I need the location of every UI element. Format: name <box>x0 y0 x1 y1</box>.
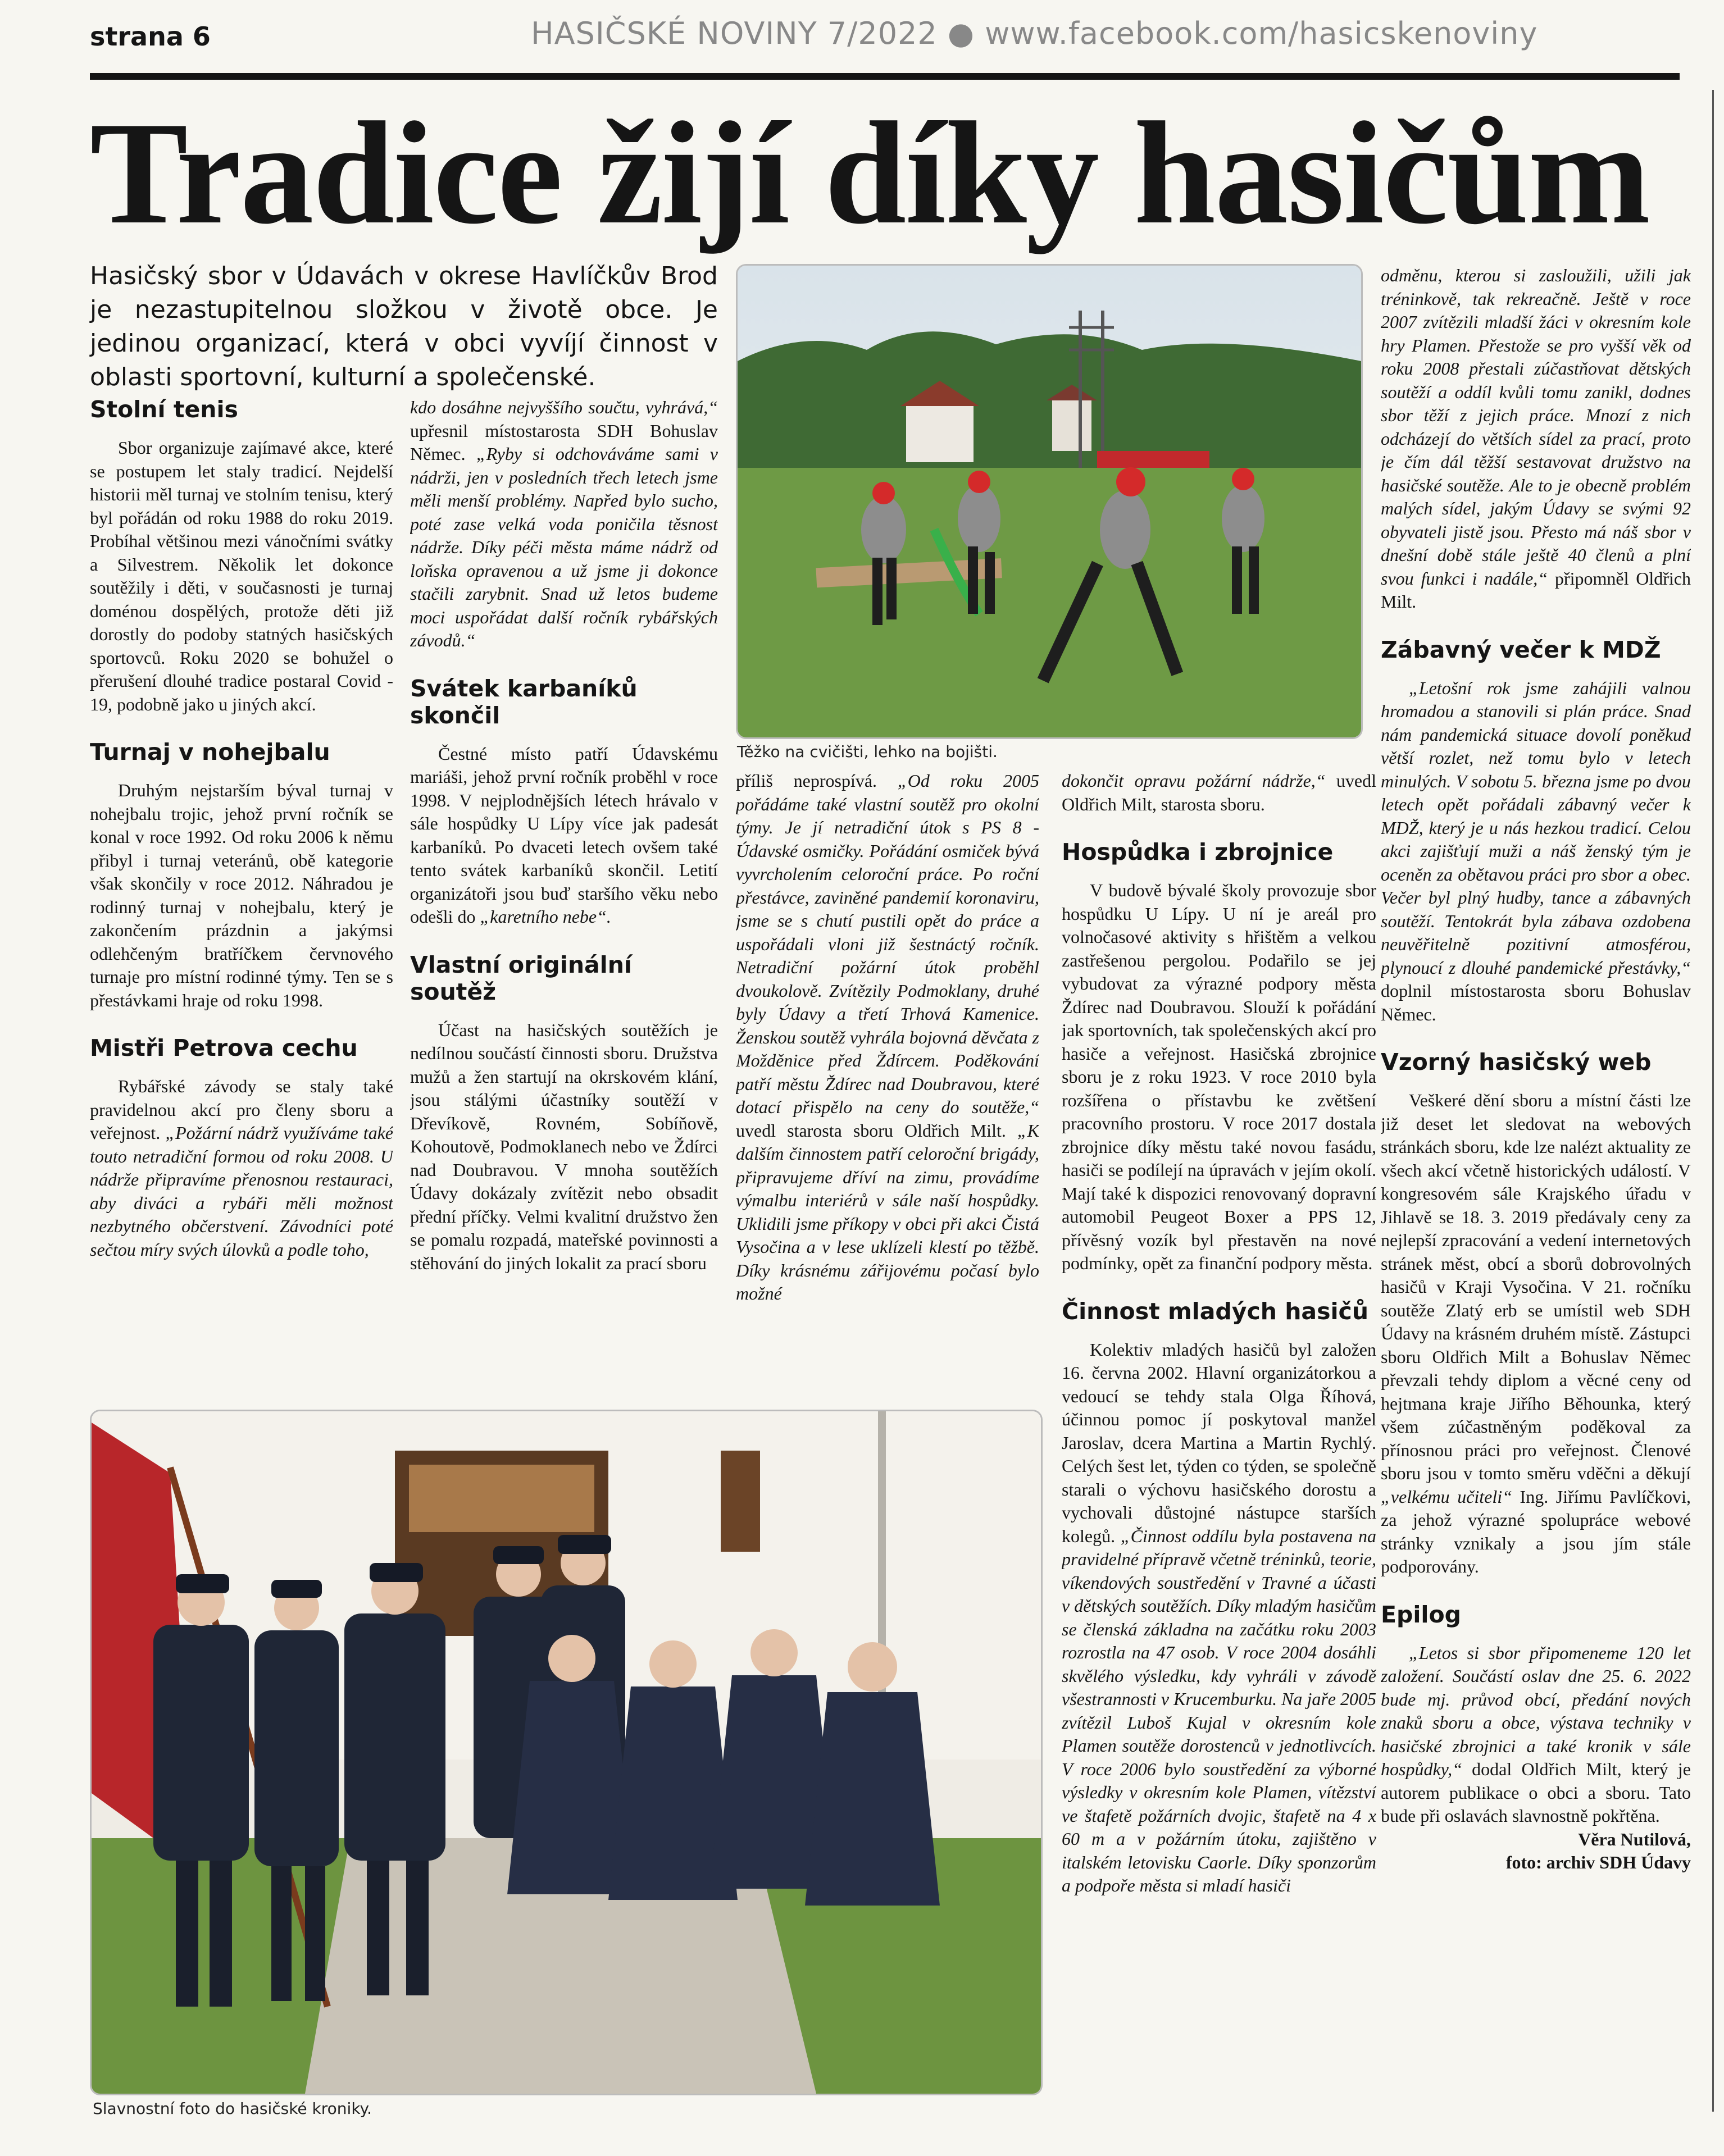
section-title-mistri: Mistři Petrova cechu <box>90 1034 358 1061</box>
quote-run: „velkému učiteli“ <box>1381 1486 1512 1507</box>
paragraph: Druhým nejstarším býval turnaj v nohejbalu trojic, jehož první ročník se konal v roce 1992. Od roku 2006 k němu přibyl i turnaj veteránů, obě kategorie však skončily v roce 2012. Náhradou je rodinný turnaj v nohejbalu, který je zakončením prázdnin a jakýmsi odlehčeným bratříčkem červnového turnaje pro místní rodinné týmy. Ten se s přestávkami hraje od roku 1998. <box>90 780 393 1010</box>
page-number: strana 6 <box>90 21 211 52</box>
column-3 <box>736 769 1039 1387</box>
column-4 <box>1062 769 1376 2089</box>
section-title-mdz: Zábavný večer k MDŽ <box>1381 636 1661 663</box>
byline-author: Věra Nutilová, <box>1578 1829 1691 1849</box>
masthead: HASIČSKÉ NOVINY 7/2022 ● www.facebook.com/hasicskenoviny <box>531 16 1538 51</box>
text-run: uvedl starosta sboru Oldřich Milt. <box>736 1120 1006 1141</box>
section-title-soutez: Vlastní originální soutěž <box>410 951 632 1005</box>
header-rule <box>90 73 1680 80</box>
photo-caption: Těžko na cvičišti, lehko na bojišti. <box>737 742 998 761</box>
section-title-web: Vzorný hasičský web <box>1381 1049 1652 1075</box>
photo-group-image <box>92 1411 1041 2094</box>
photo-caption: Slavnostní foto do hasičské kroniky. <box>93 2099 372 2118</box>
quote-run: kdo dosáhne nejvyššího součtu, vyhrává,“ <box>410 397 718 417</box>
paragraph <box>1062 769 1376 816</box>
quote-run: „Ryby si odchováváme sami v nádrži, jen v posledních třech letech jsme měli menší problémy. Napřed bylo sucho, poté zase velká voda poničila těsnost nádrže. Díky péči města máme nádrž od loňska opravenou a už jsme ji dokonce stačili zarybnit. Snad už letos budeme moci uspořádat další ročník rybářských závodů.“ <box>410 444 718 650</box>
section-title-mladi: Činnost mladých hasičů <box>1062 1297 1369 1325</box>
column-5 <box>1381 264 1691 2089</box>
text-run: dodal Oldřich Milt, který je autorem publikace o obci a sboru. Tato bude při oslavách slavnostně pokřtěna. <box>1381 1759 1691 1826</box>
photo-firefighter-training <box>736 264 1363 739</box>
text-run: Ing. Jiřímu Pavlíčkovi, za jehož výrazné spolupráce webové stránky vznikaly a jsou jím stále podporovány. <box>1381 1486 1691 1576</box>
quote-run: „K dalším činnostem patří celoroční brigády, připravujeme dříví na zimu, provádíme výmalbu interiérů v sále naší hospůdky. Uklidili jsme příkopy v obci při akci Čistá Vysočina a v lese uklízeli klestí po těžbě. Díky krásnému zářijovému počasí bylo možné <box>736 1120 1039 1303</box>
text-run: Čestné místo patří Údavskému mariáši, jehož první ročník proběhl v roce 1998. V nejplodnějších létech hrávalo v sále hospůdky U Lípy více jak padesát karbaníků. Po dvaceti letech ovšem také tento svátek karbaníků skončil. Letití organizátoři jsou buď staršího věku nebo odešli do <box>410 743 718 927</box>
quote-run: „Požární nádrž využíváme také touto netradiční formou od roku 2008. U nádrže připravíme přenosnou restauraci, aby diváci a rybáři měli možnost nezbytného občerstvení. Závodníci poté sečtou míry svých úlovků a podle toho, <box>90 1123 393 1260</box>
paragraph <box>410 396 718 653</box>
photo-group-portrait <box>90 1410 1043 2095</box>
page-edge-line <box>1712 90 1714 2112</box>
paragraph: V budově bývalé školy provozuje sbor hospůdku U Lípy. U ní je areál pro volnočasové aktivity s hřištěm a velkou zastřešenou pergolou. Podařilo se jej vybudovat za výrazné podpory města Ždírec nad Doubravou. Slouží k pořádání jak sportovních, tak společenských akcí pro hasiče a veřejnost. Hasičská zbrojnice sboru je z roku 1923. V roce 2010 byla rozšířena o přístavbu ke zvětšení pracovního prostoru. V roce 2017 dostala zbrojnice díky městu také novou fasádu, hasiči se podílejí na úpravách v jejím okolí. Mají také k dispozici renovovaný dopravní automobil Peugeot Boxer a PPS 12, přívěsný vozík byl přestavěn na nové podmínky, opět za finanční podpory města. <box>1062 880 1376 1273</box>
byline-photo: foto: archiv SDH Údavy <box>1505 1852 1691 1872</box>
section-title-karbanici: Svátek karbaníků skončil <box>410 674 638 729</box>
paragraph <box>410 742 718 929</box>
text-run: Veškeré dění sboru a místní části lze již deset let sledovat na webových stránkách sboru, kde lze nalézt aktuality ze všech akcí včetně historických událostí. V kongresovém sále Krajského úřadu v Jihlavě se 18. 3. 2019 předávaly ceny za nejlepší zpracování a vedení internetových stránek měst, obcí a sborů dobrovolných hasičů v Kraji Vysočina. V 21. ročníku soutěže Zlatý erb se umístil web SDH Údavy na krásném druhém místě. Zástupci sboru Oldřich Milt a Bohuslav Němec převzali tehdy diplom a věcné ceny od hejtmana kraje Jiřího Běhounka, který všem zúčastněným poděkoval za přínosnou práci pro veřejnost. Členové sboru jsou v tomto směru vděčni a děkují <box>1381 1090 1691 1483</box>
paragraph <box>736 769 1039 1306</box>
quote-run: „Od roku 2005 pořádáme také vlastní soutěž pro okolní týmy. Je jí netradiční útok s PS 8 - Údavské osmičky. Pořádání osmiček bývá vyvrcholením celoroční práce. Po roční přestávce, zaviněné pandemií koronaviru, jsme se s chutí pustili opět do práce a uspořádali vloni již šestnáctý ročník. Netradiční požární útok proběhl dvoukolově. Zvítězily Podmoklany, druhé byly Údavy a třetí Trhová Kamenice. Ženskou soutěž vyhrála bojovná děvčata z Možděnice před Ždírcem. Poděkování patří městu Ždírec nad Doubravou, které dotací přispělo na ceny do soutěže,“ <box>736 771 1039 1117</box>
text-run: připomněl Oldřich Milt. <box>1381 568 1691 612</box>
section-title-nohejbal: Turnaj v nohejbalu <box>90 739 330 765</box>
column-1 <box>90 396 393 1390</box>
quote-run: dokončit opravu požární nádrže,“ <box>1062 771 1326 791</box>
text-run: příliš neprospívá. <box>736 771 877 791</box>
section-title-hospudka: Hospůdka i zbrojnice <box>1062 838 1334 865</box>
quote-run: „karetního nebe“. <box>480 906 611 927</box>
headline: Tradice žijí díky hasičům <box>90 92 1650 254</box>
paragraph <box>1381 1642 1691 1828</box>
paragraph <box>1381 677 1691 1027</box>
quote-run: „Letos si sbor připomeneme 120 let založení. Součástí oslav dne 25. 6. 2022 bude mj. průvod obcí, předání nových znaků sboru a obce, výstava techniky v hasičské zbrojnici a také kronik v sále hospůdky,“ <box>1381 1642 1691 1779</box>
section-title-tenis: Stolní tenis <box>90 396 238 423</box>
text-run: doplnil místostarosta sboru Bohuslav Němec. <box>1381 981 1691 1024</box>
quote-run: odměnu, kterou si zasloužili, užili jak tréninkově, tak rekreačně. Ještě v roce 2007 zvítězili mladší žáci v okresním kole hry Plamen. Přestože se pro vyšší věk od roku 2008 přestali zúčastňovat dětských soutěží a oddíl kvůli tomu zanikl, dodnes sbor těží z jejich práce. Mnozí z nich odcházejí do větších sídel za prací, proto je čím dál těžší sestavovat družstvo na hasičské soutěže. Ale to je obecně problém malých sídel, jakým Údavy se svými 92 obyvateli jistě jsou. Přesto má náš sbor v dnešní době stále ještě 40 členů a plní svou funkci i nadále,“ <box>1381 265 1691 589</box>
paragraph <box>1381 264 1691 614</box>
quote-run: „Činnost oddílu byla postavena na pravidelné přípravě včetně tréninků, teorie, víkendových soustředění v Travné a účasti v dětských soutěžích. Díky mladým hasičům se členská základna na začátku roku 2003 rozrostla na 47 osob. V roce 2004 dosáhli skvělého výsledku, kdy vyhráli v závodě všestrannosti v Krucemburku. Na jaře 2005 zvítězil Luboš Kujal v okresním kole Plamen soutěže dorostenců v jednotlivcích. V roce 2006 bylo soustředění za výborné výsledky v okresním kole Plamen, vítězství ve štafetě požárních dvojic, štafetě na 4 x 60 m a v požárním útoku, zajištěno v italském letovisku Caorle. Díky sponzorům a podpoře města si mladí hasiči <box>1062 1525 1376 1895</box>
paragraph: Sbor organizuje zajímavé akce, které se postupem let staly tradicí. Nejdelší historii měl turnaj ve stolním tenisu, který byl pořádán od roku 1988 do roku 2019. Probíhal většinou mezi vánočními svátky a Silvestrem. Několik let dokonce soutěžily i děti, v současnosti je turnaj doménou dospělých, protože děti již dorostly do podoby statných hasičských sportovců. Roku 2020 se bohužel o přerušení dlouhé tradice postaral Covid - 19, podobně jako u jiných akcí. <box>90 437 393 714</box>
text-run: uvedl Oldřich Milt, starosta sboru. <box>1062 771 1376 814</box>
paragraph <box>1381 1089 1691 1579</box>
photo-training-image <box>738 266 1361 737</box>
text-run: Kolektiv mladých hasičů byl založen 16. června 2002. Hlavní organizátorkou a vedoucí se tehdy stala Olga Říhová, účinnou pomoc jí poskytoval manžel Jaroslav, dcera Martina a Martin Rychlý. Celých šest let, týden co týden, se společně starali o výchovu hasičského dorostu a vychovali důstojné nástupce starších kolegů. <box>1062 1339 1376 1546</box>
paragraph <box>1062 1338 1376 1898</box>
text-run: Rybářské závody se staly také pravidelnou akcí pro členy sboru a veřejnost. <box>90 1076 393 1143</box>
paragraph <box>90 1075 393 1261</box>
lead-paragraph: Hasičský sbor v Údavách v okrese Havlíčkův Brod je nezastupitelnou složkou v životě obce. Je jedinou organizací, která v obci vyvíjí činnost v oblasti sportovní, kulturní a společenské. <box>90 262 718 391</box>
text-run: upřesnil místostarosta SDH Bohuslav Němec. <box>410 420 718 464</box>
paragraph: Účast na hasičských soutěžích je nedílnou součástí činnosti sboru. Družstva mužů a žen startují na okrskovém klání, jsou stálými účastníky soutěží v Dřevíkově, Rovném, Sobíňově, Kohoutově, Podmoklanech nebo ve Ždírci nad Doubravou. V mnoha soutěžích Údavy dokázaly zvítězit nebo obsadit přední příčky. Velmi kvalitní družstvo žen se pomalu rozpadá, mateřské povinnosti a stěhování do jiných lokalit za prací sboru <box>410 1019 718 1273</box>
column-2 <box>410 396 718 1390</box>
section-title-epilog: Epilog <box>1381 1601 1461 1628</box>
quote-run: „Letošní rok jsme zahájili valnou hromadou a stanovili si plán práce. Snad nám pandemická situace dovolí poněkud větší rozlet, než tomu bylo v letech minulých. V sobotu 5. března jsme po dvou letech opět pořádali zábavný večer k MDŽ, který je u nás hezkou tradicí. Celou akci zajišťují muži a náš ženský tým je oceněn za obětavou práci pro sbor a obec. Večer byl plný hudby, tance a zábavných soutěží. Tentokrát byla zábava ozdobena neuvěřitelně pozitivní atmosférou, plynoucí z dlouhé pandemické přestávky,“ <box>1381 677 1691 978</box>
